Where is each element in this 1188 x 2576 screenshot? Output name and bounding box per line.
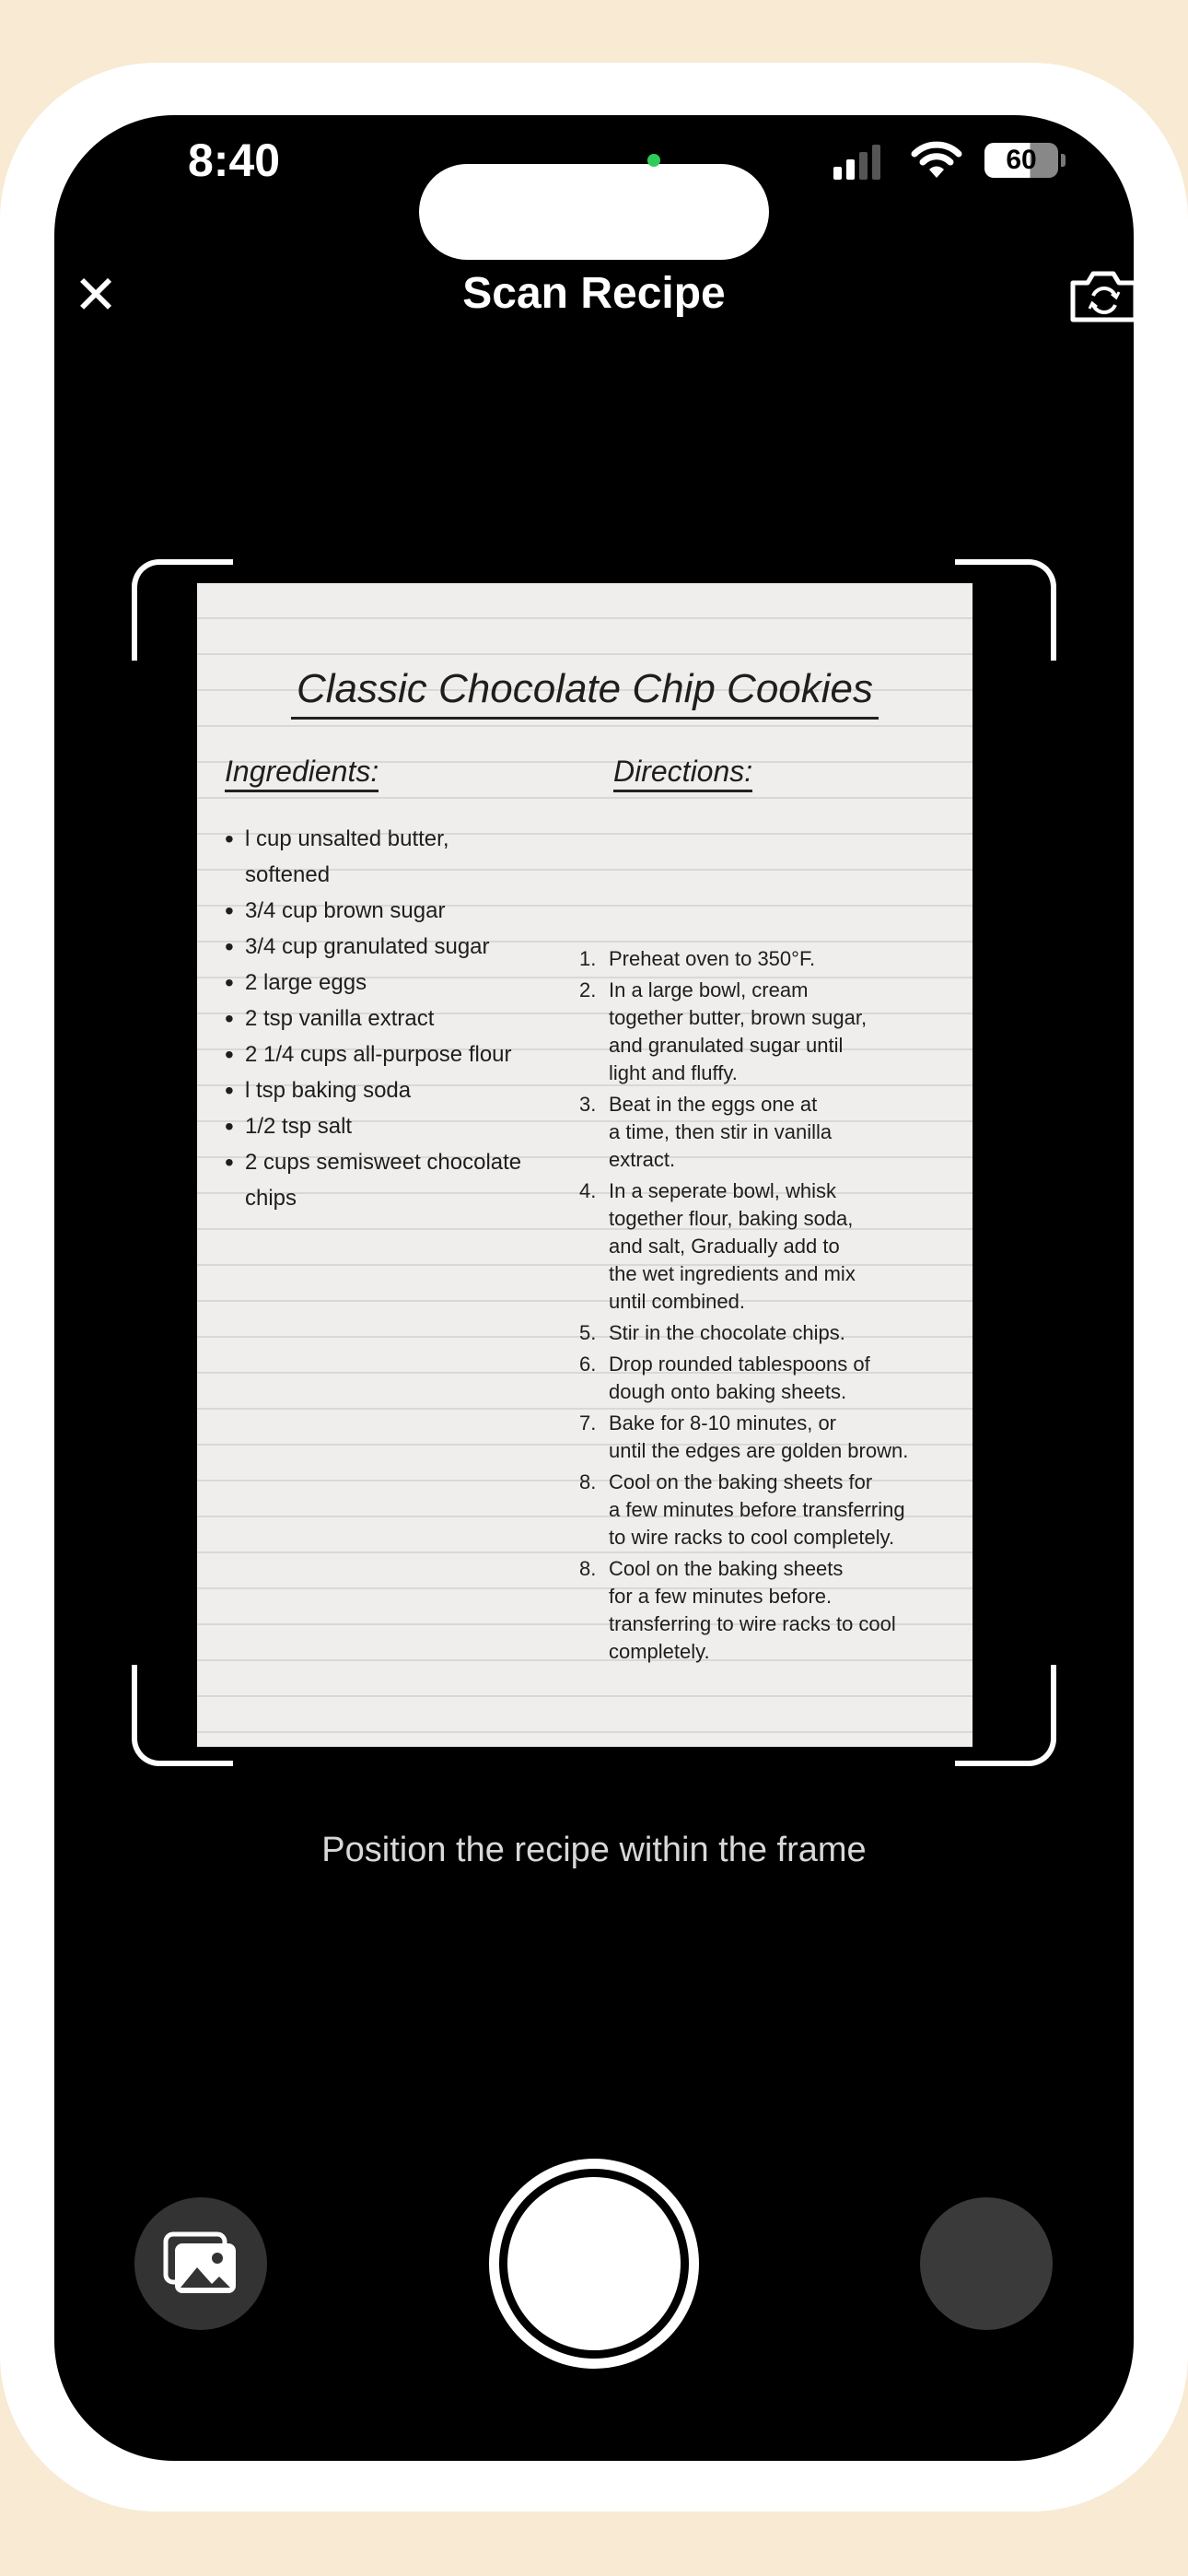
step-number: 1. bbox=[579, 947, 597, 970]
gallery-button[interactable] bbox=[134, 2197, 267, 2330]
step-line: together butter, brown sugar, bbox=[609, 1006, 868, 1029]
direction-step bbox=[579, 1555, 966, 1666]
ingredient-line: • 3/4 cup granulated sugar bbox=[245, 934, 490, 959]
dynamic-island bbox=[419, 164, 769, 260]
step-line: a few minutes before transferring bbox=[609, 1498, 905, 1521]
ingredient-item bbox=[225, 929, 570, 965]
ingredient-line: • 1/2 tsp salt bbox=[245, 1114, 353, 1139]
step-line: until combined. bbox=[609, 1290, 745, 1313]
step-number: 2. bbox=[579, 978, 597, 1001]
camera-indicator-dot bbox=[647, 154, 660, 167]
step-line: together flour, baking soda, bbox=[609, 1207, 854, 1230]
ingredient-item bbox=[225, 821, 570, 893]
step-line: Cool on the baking sheets for bbox=[609, 1470, 873, 1493]
wifi-icon bbox=[911, 139, 962, 180]
shutter-button[interactable] bbox=[489, 2159, 699, 2369]
direction-step bbox=[579, 1351, 966, 1406]
step-line: In a large bowl, cream bbox=[609, 978, 809, 1001]
step-number: 8. bbox=[579, 1557, 597, 1580]
ingredient-line: • 2 1/4 cups all-purpose flour bbox=[245, 1042, 512, 1067]
recipe-title: Classic Chocolate Chip Cookies bbox=[197, 666, 973, 712]
step-line: light and fluffy. bbox=[609, 1061, 738, 1084]
step-line: Stir in the chocolate chips. bbox=[609, 1321, 845, 1344]
step-line: and salt, Gradually add to bbox=[609, 1235, 840, 1258]
ingredients-list bbox=[225, 821, 570, 1216]
battery-indicator: 60 bbox=[984, 143, 1058, 178]
ingredient-line: • 2 large eggs bbox=[245, 970, 367, 995]
step-line: Beat in the eggs one at bbox=[609, 1093, 818, 1116]
direction-step bbox=[579, 1091, 966, 1174]
step-number: 6. bbox=[579, 1352, 597, 1376]
step-line: and granulated sugar until bbox=[609, 1034, 844, 1057]
camera-flip-icon[interactable] bbox=[1067, 268, 1134, 325]
step-line: Drop rounded tablespoons of bbox=[609, 1352, 870, 1376]
step-number: 3. bbox=[579, 1093, 597, 1116]
step-line: Preheat oven to 350°F. bbox=[609, 947, 816, 970]
step-number: 7. bbox=[579, 1411, 597, 1434]
ingredient-item bbox=[225, 1108, 570, 1144]
recipe-card-preview bbox=[197, 583, 973, 1747]
step-line: until the edges are golden brown. bbox=[609, 1439, 909, 1462]
ingredient-item bbox=[225, 965, 570, 1001]
direction-step bbox=[579, 945, 966, 973]
direction-step bbox=[579, 1319, 966, 1347]
step-number: 5. bbox=[579, 1321, 597, 1344]
ingredient-item bbox=[225, 1072, 570, 1108]
photo-gallery-icon bbox=[162, 2231, 239, 2297]
instruction-caption: Position the recipe within the frame bbox=[321, 1831, 867, 1869]
camera-screen bbox=[54, 115, 1134, 2461]
ingredient-line: • 3/4 cup brown sugar bbox=[245, 898, 446, 923]
ingredients-heading: Ingredients: bbox=[225, 755, 379, 789]
page-title: Scan Recipe bbox=[462, 269, 726, 318]
status-time: 8:40 bbox=[188, 135, 281, 186]
ingredient-item bbox=[225, 1144, 570, 1216]
step-line: to wire racks to cool completely. bbox=[609, 1526, 895, 1549]
step-number: 4. bbox=[579, 1179, 597, 1202]
step-line: dough onto baking sheets. bbox=[609, 1380, 847, 1403]
ingredient-line: softened bbox=[245, 862, 331, 887]
step-line: for a few minutes before. bbox=[609, 1585, 833, 1608]
step-line: transferring to wire racks to cool bbox=[609, 1612, 896, 1635]
step-line: completely. bbox=[609, 1640, 710, 1663]
ingredient-line: • 2 cups semisweet chocolate chips bbox=[245, 1150, 522, 1211]
ingredient-item bbox=[225, 893, 570, 929]
signal-icon bbox=[833, 143, 880, 180]
ingredient-line: • l tsp baking soda bbox=[245, 1078, 412, 1103]
ingredient-line: • l cup unsalted butter, bbox=[245, 826, 449, 851]
step-line: extract. bbox=[609, 1148, 676, 1171]
step-line: a time, then stir in vanilla bbox=[609, 1120, 833, 1143]
directions-heading: Directions: bbox=[613, 755, 752, 789]
step-line: the wet ingredients and mix bbox=[609, 1262, 856, 1285]
direction-step bbox=[579, 977, 966, 1087]
close-icon: ✕ bbox=[73, 263, 119, 326]
secondary-control-button[interactable] bbox=[920, 2197, 1053, 2330]
ingredient-item bbox=[225, 1036, 570, 1072]
step-line: Bake for 8-10 minutes, or bbox=[609, 1411, 837, 1434]
direction-step bbox=[579, 1410, 966, 1465]
direction-step bbox=[579, 1177, 966, 1316]
directions-list bbox=[579, 945, 966, 1666]
ingredient-item bbox=[225, 1001, 570, 1036]
ingredient-line: • 2 tsp vanilla extract bbox=[245, 1006, 435, 1031]
step-line: Cool on the baking sheets bbox=[609, 1557, 844, 1580]
direction-step bbox=[579, 1469, 966, 1551]
step-line: In a seperate bowl, whisk bbox=[609, 1179, 837, 1202]
step-number: 8. bbox=[579, 1470, 597, 1493]
